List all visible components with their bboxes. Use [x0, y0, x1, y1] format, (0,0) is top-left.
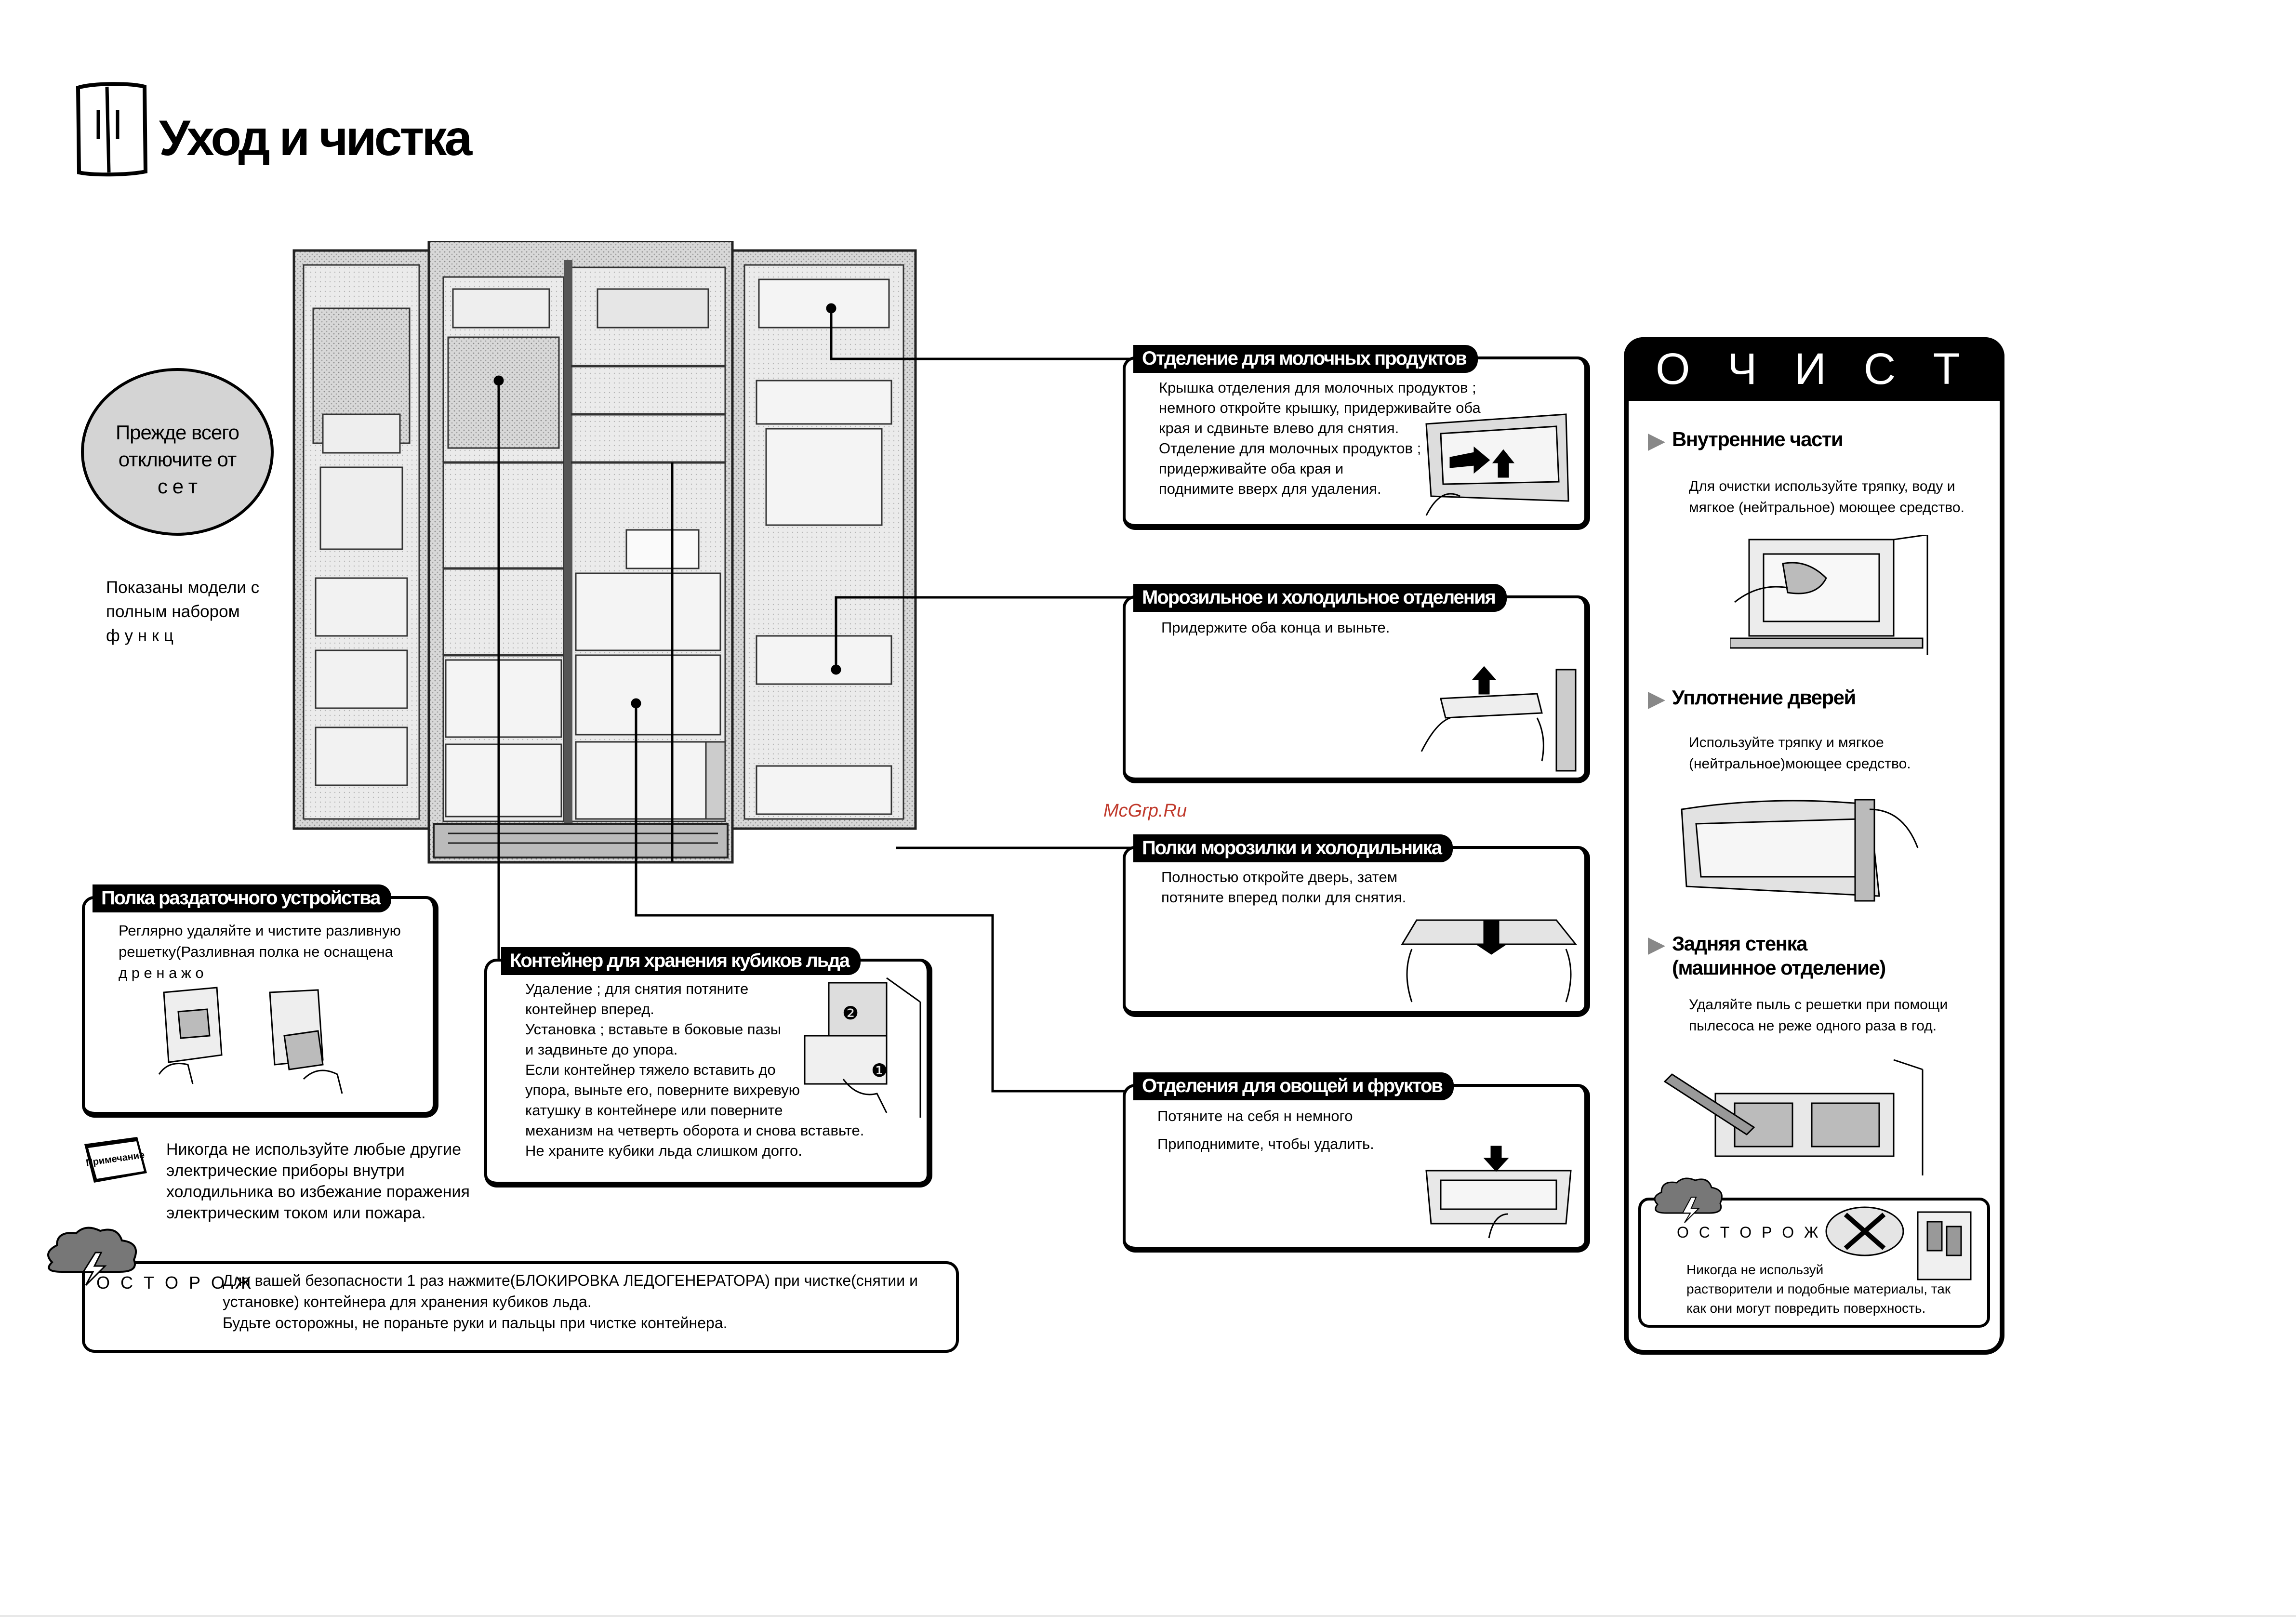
dispenser-shelf-illustration — [145, 983, 357, 1098]
crisper-text-2: Приподнимите, чтобы удалить. — [1157, 1135, 1374, 1152]
shelves-illustration — [1397, 910, 1585, 1007]
gasket-text: Используйте тряпку и мягкое (нейтральное)моющее средство. — [1689, 735, 1911, 772]
ice-bin-text: Удаление ; для снятия потяните контейнер вперед. Установка ; вставьте в боковые пазы и задвиньте до упора. Если контейнер тяжело вставить до упора, выньте его, поверните вихревую катушку в контейнере или поверните механизм на четверть оборота и снова вставьте. Не храните кубики льда слишком догго. — [525, 980, 864, 1159]
gasket-title: Уплотнение дверей — [1672, 686, 1856, 709]
page-title: Уход и чистка — [159, 110, 470, 166]
crisper-illustration — [1421, 1142, 1580, 1243]
cleaning-caution-label: О С Т О Р О Ж — [1677, 1224, 1821, 1241]
dispenser-shelf-title: Полка раздаточного устройства — [93, 884, 391, 912]
compartments-text: Придержите оба конца и выньте. — [1161, 619, 1390, 636]
models-note: Показаны модели с полным набором ф у н к ц — [106, 578, 260, 645]
dispenser-shelf-text: Реглярно удаляйте и чистите разливную решетку(Разливная полка не оснащена д р е н а ж о — [119, 922, 401, 981]
cleaning-caution-text: Никогда не используй растворители и подобные материалы, так как они могут повредить поверхность. — [1686, 1262, 1951, 1316]
storm-cloud-icon — [1648, 1175, 1730, 1224]
step-2-marker: ❷ — [842, 1003, 859, 1024]
caution-text: Для вашей безопасности 1 раз нажмите(БЛОКИРОВКА ЛЕДОГЕНЕРАТОРА) при чистке(снятии и установке) контейнера для хранения кубиков льда. Будьте осторожны, не пораньте руки и пальцы при чистке контейнера. — [223, 1272, 918, 1332]
disconnect-text: Прежде всего отключите от с е т — [115, 421, 239, 498]
interior-title: Внутренние части — [1672, 428, 1843, 450]
interior-text: Для очистки используйте тряпку, воду и мягкое (нейтральное) моющее средство. — [1689, 478, 1964, 515]
caution-label: О С Т О Р О Ж — [96, 1273, 254, 1293]
watermark: McGrp.Ru — [1103, 801, 1187, 821]
no-solvents-illustration — [1821, 1202, 1980, 1294]
note-badge: Примечание — [85, 1149, 146, 1169]
shelves-text: Полностью откройте дверь, затем потяните вперед полки для снятия. — [1161, 869, 1407, 906]
back-wall-text: Удаляйте пыль с решетки при помощи пылесоса не реже одного раза в год. — [1689, 997, 1948, 1034]
dairy-title: Отделение для молочных продуктов — [1133, 345, 1478, 373]
compartments-illustration — [1412, 665, 1585, 776]
back-wall-illustration — [1658, 1050, 1927, 1180]
interior-illustration — [1730, 535, 1932, 665]
crisper-title: Отделения для овощей и фруктов — [1133, 1072, 1454, 1100]
shelves-title: Полки морозилки и холодильника — [1133, 834, 1453, 862]
back-wall-title: Задняя стенка (машинное отделение) — [1672, 932, 1885, 979]
ice-bin-title: Контейнер для хранения кубиков льда — [501, 947, 861, 975]
step-1-marker: ❶ — [871, 1060, 888, 1081]
ice-bin-illustration — [800, 973, 930, 1122]
dairy-illustration — [1421, 405, 1576, 520]
footer-line — [0, 1615, 2296, 1617]
compartments-title: Морозильное и холодильное отделения — [1133, 584, 1507, 612]
gasket-illustration — [1677, 790, 1927, 910]
note-text: Никогда не используйте любые другие электрические приборы внутри холодильника во избежание поражения электрическим током или пожара. — [166, 1140, 470, 1222]
dairy-text: Крышка отделения для молочных продуктов ; немного откройте крышку, придерживайте оба края и сдвиньте влево для снятия. Отделение для молочных продуктов ; придерживайте оба края и поднимите вверх для удаления. — [1159, 379, 1481, 497]
crisper-text-1: Потяните на себя н немного — [1157, 1108, 1353, 1124]
cleaning-header: О Ч И С Т — [1624, 337, 2004, 401]
